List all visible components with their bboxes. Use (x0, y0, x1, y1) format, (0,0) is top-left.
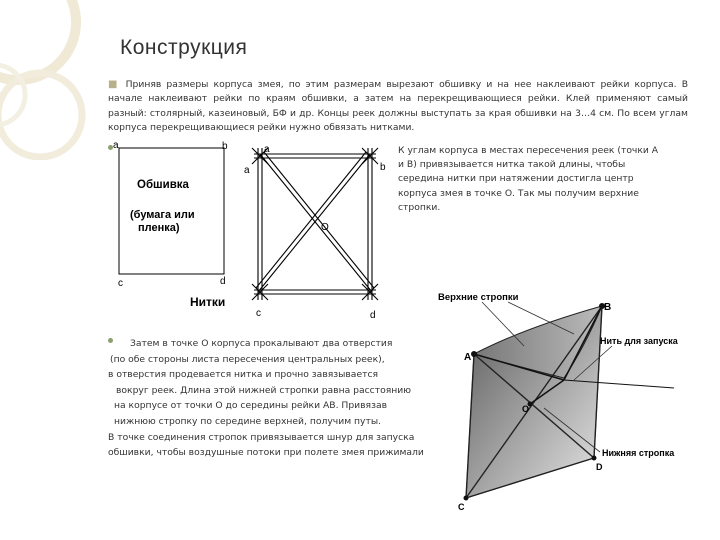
corner-label-d: d (220, 276, 226, 287)
point-c-label: C (458, 502, 465, 512)
launch-line-label: Нить для запуска (600, 336, 678, 346)
point-a-label: A (464, 352, 472, 363)
paragraph-lower-bridle (108, 336, 453, 461)
frame-corner-b: b (380, 162, 386, 173)
upper-bridle-label: Верхние стропки (438, 292, 519, 303)
text-line: (по обе стороны листа пересечения центральных реек), (110, 353, 385, 365)
point-d-label: D (596, 462, 603, 472)
decorative-rings (0, 0, 120, 160)
corner-label-a: a (113, 140, 119, 151)
paragraph-intro (108, 78, 688, 135)
paragraph-upper-bridle: К углам корпуса в местах пересечения реек (точки А и В) привязывается нитка такой длины, чтобы середина нитки при натяжении достигла центр корпуса змея в точке О. Так мы получим верхние стропки. (398, 145, 659, 213)
text-line: на корпусе от точки О до середины рейки АВ. Привязав (114, 400, 388, 412)
point-c-marker (464, 496, 469, 501)
frame-corner-c: c (256, 308, 261, 319)
text-line: в отверстия продевается нитка и прочно завязывается (108, 369, 379, 381)
point-o-label: O (522, 404, 530, 414)
corner-label-b: b (222, 141, 228, 152)
text-line: вокруг реек. Длина этой нижней стропки равна расстоянию (116, 384, 411, 396)
frame-center-o: O (321, 222, 329, 233)
text-line: В точке соединения стропок привязывается шнур для запуска (108, 431, 415, 443)
figure-bridle (434, 288, 700, 518)
paragraph-intro-text: Приняв размеры корпуса змея, по этим размерам вырезают обшивку и на нее наклеивают рейки корпуса. В начале наклеивают рейки по краям обшивки, а затем на перекрещивающиеся рейки. Клей применяют самый разный: столярный, казеиновый, БФ и др. Концы реек должны выступать за края обшивки на 3…4 см. По всем углам корпуса перекрещивающиеся рейки нужно обвязать нитками. (108, 79, 689, 133)
frame-corner-d: d (370, 310, 376, 321)
text-line: Затем в точке О корпуса прокалывают два отверстия (130, 338, 393, 349)
frame-corner-a-2: a (244, 165, 250, 176)
point-a-marker (471, 351, 477, 357)
point-d-marker (592, 456, 597, 461)
point-b-label: B (604, 302, 612, 313)
figure-covering (110, 138, 240, 318)
slide-title: Конструкция (120, 36, 248, 59)
text-line: обшивки, чтобы воздушные потоки при полете змея прижимали (108, 447, 424, 459)
covering-material-label: (бумага или (130, 209, 195, 221)
threads-label: Нитки (190, 295, 226, 309)
corner-label-c: c (118, 278, 123, 289)
text-line: нижнюю стропку по середине верхней, получим путы. (114, 415, 382, 427)
lower-bridle-label: Нижняя стропка (602, 448, 675, 458)
frame-corner-a: a (264, 144, 270, 155)
covering-label: Обшивка (137, 179, 189, 191)
figure-frame (240, 138, 400, 324)
covering-material-label-2: пленка) (138, 222, 180, 234)
bullet-icon: ■ (108, 79, 120, 90)
